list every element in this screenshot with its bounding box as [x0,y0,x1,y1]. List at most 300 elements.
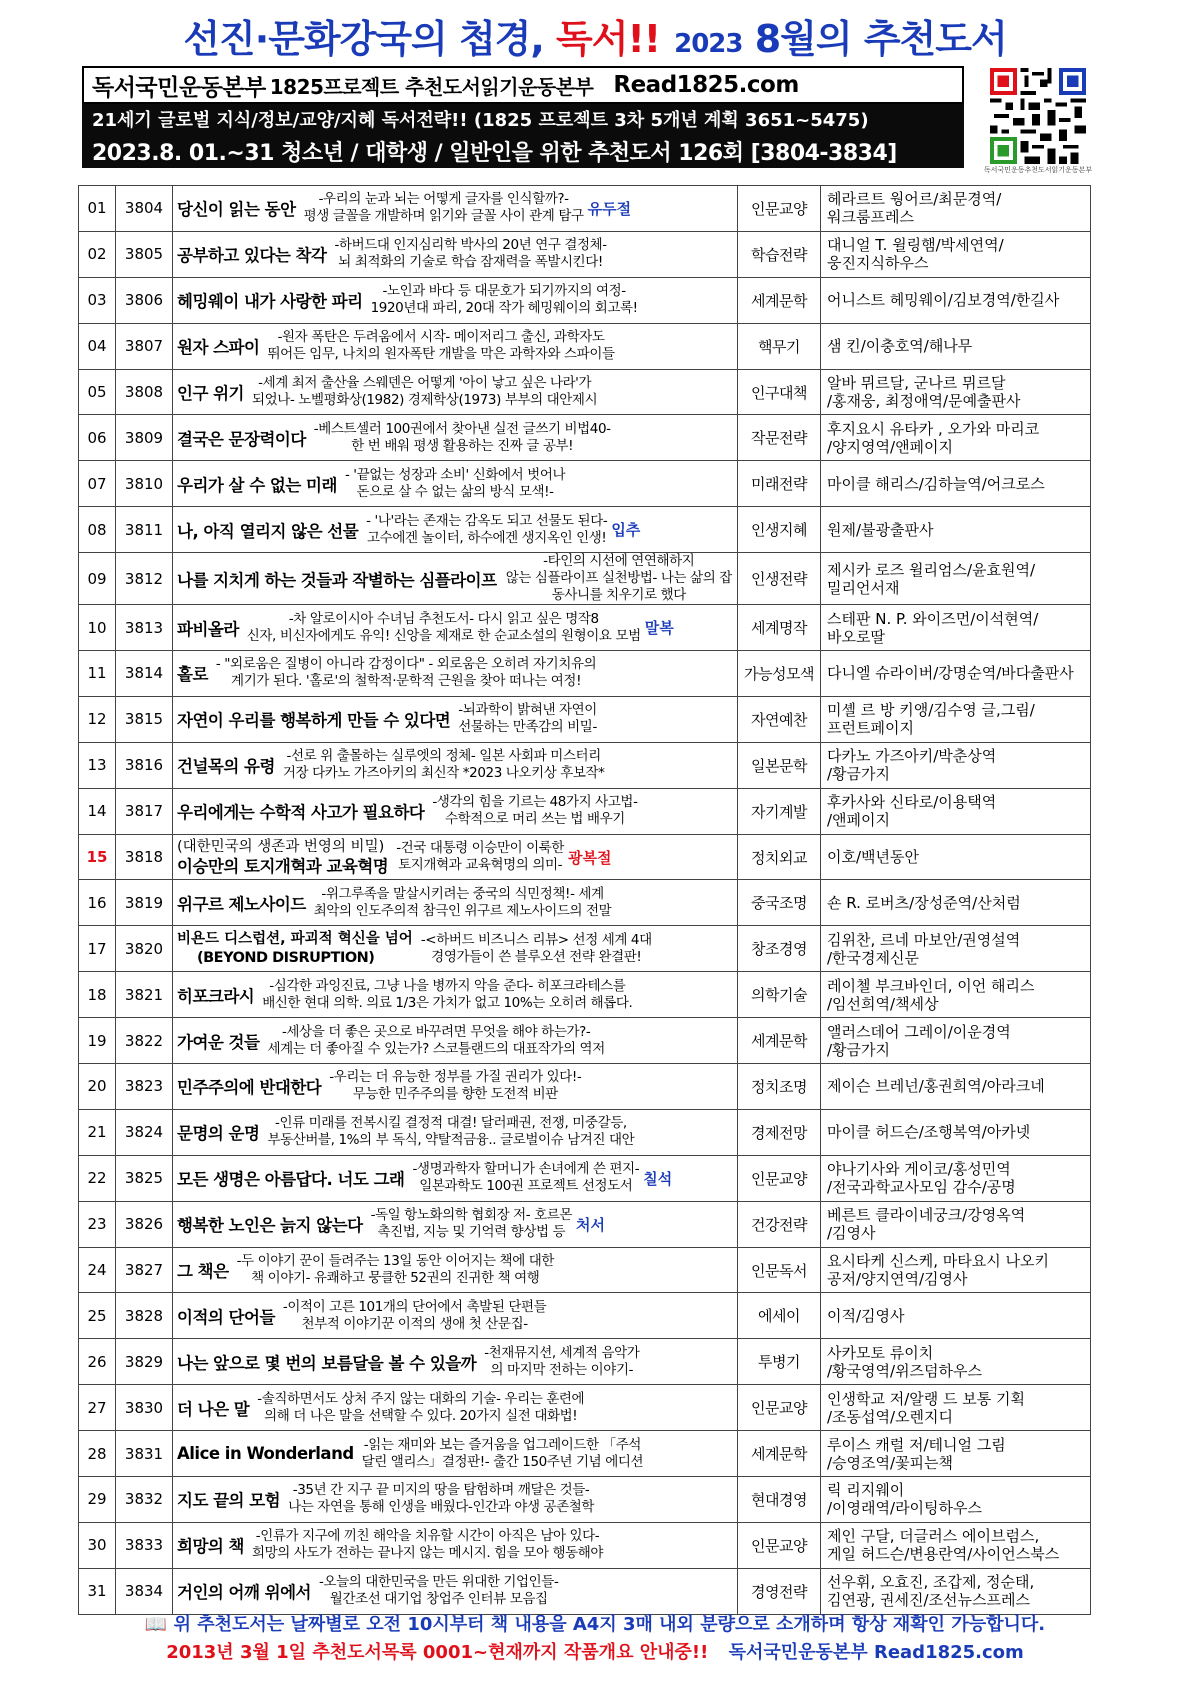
book-info [173,1522,738,1568]
book-description [458,702,597,736]
table-row[interactable] [79,323,1091,369]
book-author-line1: 야나기사와 게이코/홍성민역 [827,1160,1011,1179]
book-info [173,231,738,277]
book-description [247,611,641,645]
book-description [267,329,614,363]
book-number: 31 [79,1568,116,1614]
book-desc-line1: -읽는 재미와 보는 즐거움을 업그레이드한 「주석 [363,1436,641,1453]
book-desc-line1: -건국 대통령 이승만이 이룩한 [396,840,565,857]
book-info [173,1155,738,1201]
table-row[interactable] [79,880,1091,926]
table-row[interactable] [79,1293,1091,1339]
book-author [821,1293,1091,1339]
book-info [173,1293,738,1339]
book-desc-line2: 희망의 사도가 전하는 끝나지 않는 메시지. 힘을 모아 행동해야 [252,1545,604,1562]
book-category: 현대경영 [738,1477,821,1523]
book-title[interactable]: 민주주의에 반대한다 [177,1078,322,1098]
book-title[interactable]: 모든 생명은 아름답다. 너도 그래 [177,1170,405,1190]
book-description [252,1528,603,1562]
book-desc-line1: -원자 폭탄은 두려움에서 시작- 메이저리그 출신, 과학자도 [277,329,605,346]
book-code: 3806 [116,277,173,323]
book-number: 20 [79,1064,116,1110]
book-category: 인문독서 [738,1247,821,1293]
book-code: 3815 [116,696,173,742]
book-author-line2: /전국과학교사모임 감수/공명 [827,1178,1016,1197]
table-row[interactable] [79,1339,1091,1385]
header-org-box [82,66,964,104]
title-part1: 선진·문화강국의 첩경, [183,17,557,61]
book-title[interactable]: 거인의 어깨 위에서 [177,1583,312,1603]
book-info [173,1064,738,1110]
book-author-line1: 이호/백년동안 [827,848,919,867]
book-title[interactable]: 파비올라 [177,619,239,639]
book-desc-line1: - '끝없는 성장과 소비' 신화에서 벗어나 [344,466,566,483]
table-row[interactable] [79,369,1091,415]
book-desc-line2: 무능한 민주주의를 향한 도전적 비판 [352,1086,558,1103]
book-info [173,369,738,415]
book-category: 건강전략 [738,1201,821,1247]
table-row[interactable] [79,926,1091,972]
book-author [821,1568,1091,1614]
book-author-line1: 앨러스데어 그레이/이운경역 [827,1022,1011,1041]
book-number: 30 [79,1522,116,1568]
book-code: 3807 [116,323,173,369]
table-row[interactable] [79,1018,1091,1064]
book-desc-line2: 계기가 된다. '홀로'의 철학적·문학적 근원을 찾아 떠나는 여정! [231,673,582,690]
book-author [821,742,1091,788]
book-desc-line1: - "외로움은 질병이 아니라 감정이다" - 외로움은 오히려 자기치유의 [215,656,597,673]
book-description [329,1069,581,1103]
book-description [396,840,564,874]
table-row[interactable] [79,186,1091,232]
book-info [173,880,738,926]
book-author [821,1155,1091,1201]
book-desc-line2: 월간조선 대기업 창업주 인터뷰 모음집 [329,1591,548,1608]
book-category: 인문교양 [738,1155,821,1201]
book-number: 18 [79,972,116,1018]
book-author-line1: 베른트 클라이네궁크/강영옥역 [827,1206,1026,1225]
book-author-line1: 제인 구달, 더글러스 에이브럼스, [827,1527,1040,1546]
book-desc-line2: 한 번 배워 평생 활용하는 진짜 글 공부! [351,437,574,454]
book-description [432,794,637,828]
book-title-line1: 비욘드 디스럽션, 파괴적 혁신을 넘어 [177,930,413,947]
book-title[interactable]: 희망의 책 [177,1537,245,1557]
book-desc-line1: -노인과 바다 등 대문호가 되기까지의 여정- [382,283,626,300]
table-row[interactable] [79,277,1091,323]
book-category: 자기계발 [738,788,821,834]
book-code: 3813 [116,605,173,651]
book-desc-line1: -두 이야기 꾼이 들려주는 13일 동안 이어지는 책에 대한 [236,1253,555,1270]
book-desc-line1: -뇌과학이 밝혀낸 자연이 [458,702,597,719]
book-code: 3832 [116,1477,173,1523]
page-title [0,8,1190,63]
table-row[interactable] [79,507,1091,553]
book-author [821,507,1091,553]
table-row[interactable] [79,1064,1091,1110]
book-title-line1: (대한민국의 생존과 번영의 비밀) [177,839,385,856]
book-title[interactable]: 당신이 읽는 동안 [177,200,296,220]
book-number: 22 [79,1155,116,1201]
book-category: 학습전략 [738,231,821,277]
book-category: 미래전략 [738,461,821,507]
book-category: 의학기술 [738,972,821,1018]
table-row[interactable] [79,1385,1091,1431]
table-row[interactable] [79,553,1091,605]
book-number: 19 [79,1018,116,1064]
footer-line1: 위 추천도서는 날짜별로 오전 10시부터 책 내용을 A4지 3매 내외 분량으로 소개하며 항상 재확인 가능합니다. [173,1614,1046,1635]
table-row[interactable] [79,788,1091,834]
book-description [314,421,611,455]
book-code: 3818 [116,834,173,880]
book-author [821,1018,1091,1064]
book-author-line1: 헤라르트 웡어르/최문경역/ [827,190,1002,209]
book-author-line2: /한국경제신문 [827,948,919,967]
book-author-line1: 후지요시 유타카 , 오가와 마리코 [827,419,1040,438]
book-title[interactable]: 나를 지치게 하는 것들과 작별하는 심플라이프 [177,570,497,590]
book-title[interactable]: 문명의 운명 [177,1124,260,1144]
book-code: 3824 [116,1109,173,1155]
book-author-line2: 게일 허드슨/변용란역/사이언스북스 [827,1545,1060,1564]
qr-caption: 독서국민운동추천도서읽기운동본부 [983,166,1093,174]
table-row[interactable] [79,461,1091,507]
table-row[interactable] [79,1109,1091,1155]
season-badge: 유두절 [587,199,632,218]
book-desc-line1: -독일 항노화의학 협회장 저- 호르몬 [370,1207,573,1224]
book-desc-line2: 천부적 이야기꾼 이적의 생애 첫 산문집- [301,1315,528,1332]
book-author-line2: 프런트페이지 [827,719,914,738]
book-number: 05 [79,369,116,415]
book-author-line2: /홍재웅, 최정애역/문예출판사 [827,392,1021,410]
book-author [821,1522,1091,1568]
book-desc-line1: -<하버드 비즈니스 리뷰> 선정 세계 4대 [420,931,652,948]
book-description [314,886,612,920]
book-author [821,834,1091,880]
book-desc-line1: -생각의 힘을 기르는 48가지 사고법- [432,794,638,811]
book-author [821,926,1091,972]
book-info [173,742,738,788]
book-number: 15 [79,834,116,880]
book-author-line1: 샘 킨/이충호역/해나무 [827,337,973,356]
table-row[interactable] [79,834,1091,880]
book-desc-line1: -우리는 더 유능한 정부를 가질 권리가 있다!- [329,1069,582,1086]
book-author [821,369,1091,415]
book-desc-line2: 토지개혁과 교육혁명의 의미- [398,857,563,874]
book-code: 3820 [116,926,173,972]
book-title[interactable]: 원자 스파이 [177,338,260,358]
book-category: 세계문학 [738,1431,821,1477]
book-number: 24 [79,1247,116,1293]
book-desc-line1: -타인의 시선에 연연해하지 [543,553,695,570]
book-desc-line2: 선물하는 만족감의 비밀- [458,719,597,736]
book-author-line1: 선우휘, 오효진, 조갑제, 정순태, [827,1573,1035,1592]
book-author-line1: 루이스 캐럴 저/테니얼 그림 [827,1435,1006,1454]
book-code: 3826 [116,1201,173,1247]
book-info [173,461,738,507]
book-author-line1: 제이슨 브레넌/홍권희역/아라크네 [827,1077,1045,1096]
book-author-line2: /승영조역/꽃피는책 [827,1453,954,1472]
season-badge: 광복절 [568,848,612,867]
book-info [173,1477,738,1523]
book-description [288,1482,594,1516]
book-author [821,323,1091,369]
book-desc-line2: 부동산버블, 1%의 부 독식, 약탈적금융.. 글로벌이슈 남겨진 대안 [267,1132,635,1149]
book-author-line1: 마이클 해리스/김하늘역/어크로스 [827,474,1045,493]
book-number: 12 [79,696,116,742]
season-badge: 말복 [644,619,674,638]
title-highlight: 독서!! [556,17,661,61]
book-author [821,1385,1091,1431]
book-code: 3811 [116,507,173,553]
book-desc-line1: -천재뮤지션, 세계적 음악가 [484,1344,640,1361]
book-title[interactable]: 나는 앞으로 몇 번의 보름달을 볼 수 있을까 [177,1353,477,1373]
book-description [304,191,584,225]
book-info [173,186,738,232]
footer-guide [0,1638,1190,1664]
book-title[interactable]: 건널목의 유령 [177,757,275,777]
book-title[interactable]: 홀로 [177,665,208,685]
book-author-line1: 후카사와 신타로/이용택역 [827,793,997,812]
book-description [257,1391,584,1425]
book-code: 3814 [116,651,173,697]
book-title[interactable]: 우리가 살 수 없는 미래 [177,475,337,495]
book-title[interactable]: 우리에게는 수학적 사고가 필요하다 [177,803,425,823]
book-code: 3810 [116,461,173,507]
book-description [484,1345,639,1379]
book-number: 01 [79,186,116,232]
table-row[interactable] [79,1431,1091,1477]
book-author [821,1477,1091,1523]
table-row[interactable] [79,651,1091,697]
book-number: 14 [79,788,116,834]
book-author [821,972,1091,1018]
book-category: 인문교양 [738,186,821,232]
book-author-line1: 다니엘 슈라이버/강명순역/바다출판사 [827,664,1074,683]
book-title[interactable]: 위구르 제노사이드 [177,894,306,914]
book-category: 정치조명 [738,1064,821,1110]
book-author [821,1109,1091,1155]
book-category: 에세이 [738,1293,821,1339]
book-desc-line2: 의해 더 나은 말을 선택할 수 있다. 20가지 실전 대화법! [264,1407,578,1424]
book-category: 인문교양 [738,1522,821,1568]
table-row[interactable] [79,1568,1091,1614]
header-period: 2023.8. 01.~31 청소년 / 대학생 / 일반인을 위한 추천도서 126회 [3804-3834] [82,134,964,168]
table-row[interactable] [79,1201,1091,1247]
table-row[interactable] [79,231,1091,277]
book-code: 3830 [116,1385,173,1431]
table-row[interactable] [79,1247,1091,1293]
book-code: 3805 [116,231,173,277]
book-title[interactable]: 자연이 우리를 행복하게 만들 수 있다면 [177,711,451,731]
book-author-line1: 사카모토 류이치 [827,1343,934,1362]
book-desc-line2: 경영가들이 쓴 블루오션 전략 완결판! [431,948,642,965]
book-category: 중국조명 [738,880,821,926]
qr-code-icon[interactable] [990,68,1086,164]
book-number: 13 [79,742,116,788]
table-row[interactable] [79,742,1091,788]
book-description [267,1115,634,1149]
book-author-line1: 이적/김영사 [827,1306,905,1325]
book-desc-line1: -세계 최저 출산율 스웨덴은 어떻게 '아이 낳고 싶은 나라'가 [258,375,592,391]
book-title[interactable]: 이적의 단어들 [177,1307,275,1327]
book-desc-line1: - '나'라는 존재는 감옥도 되고 선물도 된다- [366,512,608,529]
book-title[interactable]: Alice in Wonderland [177,1444,354,1464]
book-number: 06 [79,415,116,461]
book-category: 인구대책 [738,369,821,415]
book-author-line1: 릭 리지웨이 [827,1481,905,1500]
book-title[interactable]: 행복한 노인은 늙지 않는다 [177,1216,363,1236]
book-author-line2: 바오로딸 [827,627,885,646]
book-number: 26 [79,1339,116,1385]
book-author [821,461,1091,507]
book-desc-line1: -솔직하면서도 상처 주지 않는 대화의 기술- 우리는 훈련에 [257,1390,585,1407]
book-author [821,651,1091,697]
book-number: 23 [79,1201,116,1247]
book-info [173,1247,738,1293]
book-category: 일본문학 [738,742,821,788]
book-title[interactable]: 인구 위기 [177,384,245,403]
book-description [237,1253,554,1287]
table-row[interactable] [79,1155,1091,1201]
book-author-line1: 대니얼 T. 윌링햄/박세연역/ [827,236,1004,255]
book-icon: 📖 [144,1614,168,1635]
book-desc-line2: 뛰어든 임무, 나치의 원자폭탄 개발을 막은 과학자와 스파이들 [267,346,615,363]
season-badge: 처서 [576,1215,606,1234]
book-code: 3831 [116,1431,173,1477]
table-row[interactable] [79,1522,1091,1568]
book-title[interactable]: 그 책은 [177,1262,229,1282]
book-number: 17 [79,926,116,972]
book-title[interactable]: 헤밍웨이 내가 사랑한 파리 [177,292,363,312]
book-number: 02 [79,231,116,277]
book-desc-line2: 나는 자연을 통해 인생을 배웠다-인간과 야생 공존철학 [288,1499,595,1516]
book-title[interactable]: 히포크라시 [177,986,255,1006]
book-author-line2: /황국영역/위즈덤하우스 [827,1361,983,1380]
book-desc-line2: 의 마지막 전하는 이야기- [490,1361,634,1378]
book-desc-line1: -생명과학자 할머니가 손녀에게 쓴 편지- [412,1161,640,1178]
book-title[interactable]: 가여운 것들 [177,1032,260,1052]
footer-notice [0,1610,1190,1636]
book-desc-line1: -심각한 과잉진료, 그냥 나을 병까지 악을 준다- 히포크라테스를 [269,977,626,994]
book-category: 인생지혜 [738,507,821,553]
book-desc-line1: -베스트셀러 100권에서 찾아낸 실전 글쓰기 비법40- [313,420,611,437]
book-author-line1: 레이첼 부크바인더, 이언 해리스 [827,976,1035,995]
book-desc-line2: 최악의 인도주의적 참극인 위구르 제노사이드의 전말 [313,902,612,919]
book-title[interactable]: 공부하고 있다는 착각 [177,246,327,266]
book-info [173,277,738,323]
book-info [173,926,738,972]
book-code: 3822 [116,1018,173,1064]
book-category: 인생전략 [738,553,821,605]
book-title[interactable]: (BEYOND DISRUPTION) [197,949,375,966]
book-author [821,1431,1091,1477]
book-description [216,656,596,690]
book-description [371,283,638,317]
book-info [173,1201,738,1247]
book-desc-line1: -35년 간 지구 끝 미지의 땅을 탐험하며 깨달은 것들- [292,1482,590,1499]
book-desc-line1: -이적이 고른 101개의 단어에서 촉발된 단편들 [282,1298,547,1315]
book-author-line1: 다카노 가즈아키/박춘상역 [827,747,997,766]
book-author [821,788,1091,834]
book-desc-line2: 촉진법, 지능 및 기억력 향상법 등 [377,1224,566,1241]
book-desc-line1: -차 알로이시아 수녀님 추천도서- 다시 읽고 싶은 명작8 [288,610,599,627]
book-category: 작문전략 [738,415,821,461]
book-number: 10 [79,605,116,651]
book-desc-line1: -인류가 지구에 끼친 해악을 치유할 시간이 아직은 남아 있다- [255,1528,600,1545]
book-author-line1: 어니스트 헤밍웨이/김보경역/한길사 [827,291,1060,310]
book-desc-line2: 일본과학도 100권 프로젝트 선정도서 [419,1178,633,1195]
book-author [821,880,1091,926]
book-title[interactable]: 나, 아직 열리지 않은 선물 [177,521,359,541]
book-category: 자연예찬 [738,696,821,742]
table-row[interactable] [79,696,1091,742]
book-code: 3804 [116,186,173,232]
book-desc-line1: -위그루족을 말살시키려는 중국의 식민정책!- 세계 [321,885,604,902]
book-number: 25 [79,1293,116,1339]
book-number: 27 [79,1385,116,1431]
book-author-line2: /앤페이지 [827,811,891,830]
book-title[interactable]: 더 나은 말 [177,1399,250,1419]
book-info [173,1018,738,1064]
book-title[interactable]: 이승만의 토지개혁과 교육혁명 [177,857,389,877]
table-row[interactable] [79,972,1091,1018]
book-code: 3809 [116,415,173,461]
book-description [267,1024,604,1058]
book-info [173,1431,738,1477]
book-desc-line1: -선로 위 출몰하는 실루엣의 정체- 일본 사회파 미스터리 [286,748,601,765]
book-info [173,507,738,553]
table-row[interactable] [79,1477,1091,1523]
season-badge: 입추 [611,521,641,540]
book-desc-line2: 않는 심플라이프 실천방법- 나는 삶의 잡동사니를 치우기로 했다 [505,570,732,604]
footer-line2b[interactable]: 독서국민운동본부 Read1825.com [728,1642,1024,1663]
book-number: 16 [79,880,116,926]
book-info [173,605,738,651]
book-category: 핵무기 [738,323,821,369]
book-number: 04 [79,323,116,369]
project-name: 1825프로젝트 추천도서읽기운동본부 [269,74,594,99]
book-description [412,1161,639,1195]
book-code: 3825 [116,1155,173,1201]
book-number: 09 [79,553,116,605]
header [82,66,964,170]
book-description [283,748,605,782]
book-desc-line2: 신자, 비신자에게도 유익! 신앙을 제재로 한 순교소설의 원형이요 모범 [246,627,641,644]
book-info [173,1109,738,1155]
book-author-line1: 숀 R. 로버츠/장성준역/산처럼 [827,893,1021,912]
book-description [334,237,606,271]
book-title[interactable]: 지도 끝의 모험 [177,1491,281,1511]
book-number: 03 [79,277,116,323]
site-link[interactable]: Read1825.com [613,72,799,98]
book-category: 세계명작 [738,605,821,651]
season-badge: 칠석 [643,1169,673,1188]
book-title[interactable]: 결국은 문장력이다 [177,429,306,449]
book-code: 3817 [116,788,173,834]
table-row[interactable] [79,605,1091,651]
book-author-line1: 인생학교 저/알랭 드 보통 기획 [827,1389,1026,1408]
book-info [173,651,738,697]
table-row[interactable] [79,415,1091,461]
book-author [821,1247,1091,1293]
book-author [821,1201,1091,1247]
book-number: 11 [79,651,116,697]
book-info [173,323,738,369]
book-description [362,1437,644,1471]
book-code: 3821 [116,972,173,1018]
title-part3: 8월의 추천도서 [742,17,1007,61]
book-author-line2: 밀리언서재 [827,578,900,597]
book-desc-line1: -오늘의 대한민국을 만든 위대한 기업인들- [319,1574,559,1591]
